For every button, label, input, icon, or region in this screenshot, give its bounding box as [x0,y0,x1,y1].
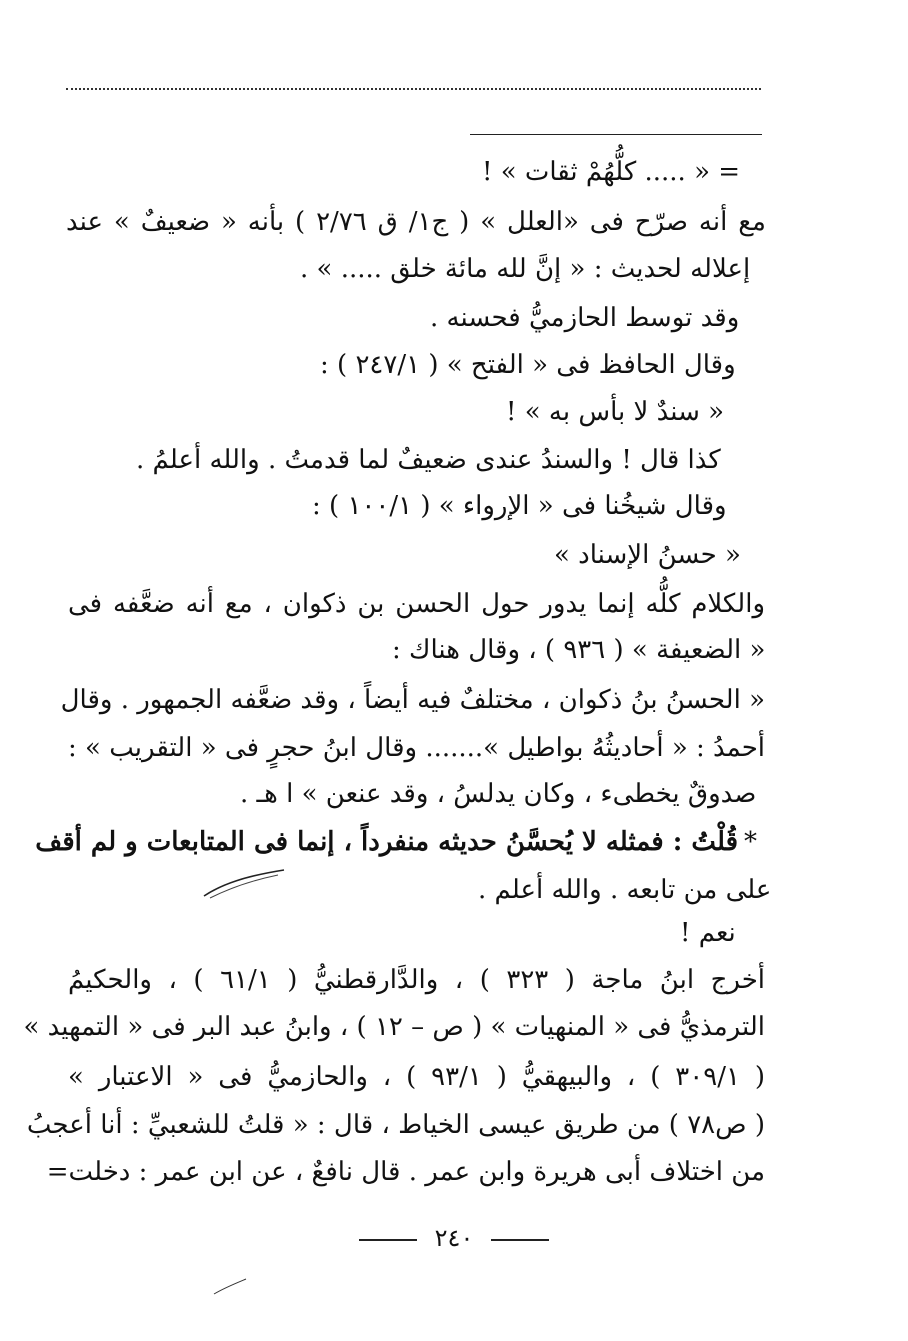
page-number: ٢٤٠ [434,1224,474,1252]
footnote-separator-rule [470,134,762,135]
text-line-22: من اختلاف أبى هريرة وابن عمر . قال نافعٌ ، عن ابن عمر : دخلت= [46,1157,765,1187]
text-line-10: والكلام كلُّه إنما يدور حول الحسن بن ذكوان ، مع أنه ضعَّفه فى [68,589,765,619]
page-number-footer [0,1224,908,1252]
text-line-20: ( ٣٠٩/١ ) ، والبيهقيُّ ( ٩٣/١ ) ، والحازميُّ فى « الاعتبار » [68,1062,765,1092]
text-line-9: « حسنُ الإسناد » [554,540,741,570]
text-line-19: الترمذيُّ فى « المنهيات » ( ص – ١٢ ) ، وابنُ عبد البر فى « التمهيد » [23,1012,765,1042]
text-line-3: إعلاله لحديث : « إنَّ لله مائة خلق ..... » . [300,254,751,284]
folio-dash-left [359,1239,417,1241]
text-line-8: وقال شيخُنا فى « الإرواء » ( ١٠٠/١ ) : [312,491,727,521]
text-line-17: نعم ! [680,918,736,948]
text-line-6: « سندٌ لا بأس به » ! [506,397,725,427]
text-line-7: كذا قال ! والسندُ عندى ضعيفٌ لما قدمتُ . والله أعلمُ . [136,445,721,475]
text-line-11: « الضعيفة » ( ٩٣٦ ) ، وقال هناك : [392,635,766,665]
text-line-18: أخرج ابنُ ماجة ( ٣٢٣ ) ، والدَّارقطنيُّ ( ٦١/١ ) ، والحكيمُ [68,965,765,995]
text-line-5: وقال الحافظ فى « الفتح » ( ٢٤٧/١ ) : [320,350,736,380]
text-line-1: = « ..... كلُّهُمْ ثقات » ! [482,157,741,187]
star-marker: * [744,827,757,857]
folio-dash-right [491,1239,549,1241]
text-line-14: صدوقٌ يخطىء ، وكان يدلسُ ، وقد عنعن » ا هـ . [240,779,757,809]
text-line-13: أحمدُ : « أحاديثُهُ بواطيل »....... وقال ابنُ حجرٍ فى « التقريب » : [68,733,765,763]
text-line-16: على من تابعه . والله أعلم . [478,875,772,905]
text-line-12: « الحسنُ بنُ ذكوان ، مختلفٌ فيه أيضاً ، وقد ضعَّفه الجمهور . وقال [60,685,765,715]
text-line-15: قُلْتُ : فمثله لا يُحسَّنُ حديثه منفرداً ، إنما فى المتابعات و لم أقف [35,827,738,857]
text-line-2: مع أنه صرّح فى «العلل » ( ج١/ ق ٢/٧٦ ) بأنه « ضعيفٌ » عند [66,207,766,237]
header-dotted-rule [66,88,761,90]
scan-stray-mark [212,1276,248,1298]
text-line-21: ( ص٧٨ ) من طريق عيسى الخياط ، قال : « قلتُ للشعبيِّ : أنا أعجبُ [26,1110,765,1140]
text-line-4: وقد توسط الحازميُّ فحسنه . [430,303,740,333]
pen-squiggle-mark [200,862,290,902]
